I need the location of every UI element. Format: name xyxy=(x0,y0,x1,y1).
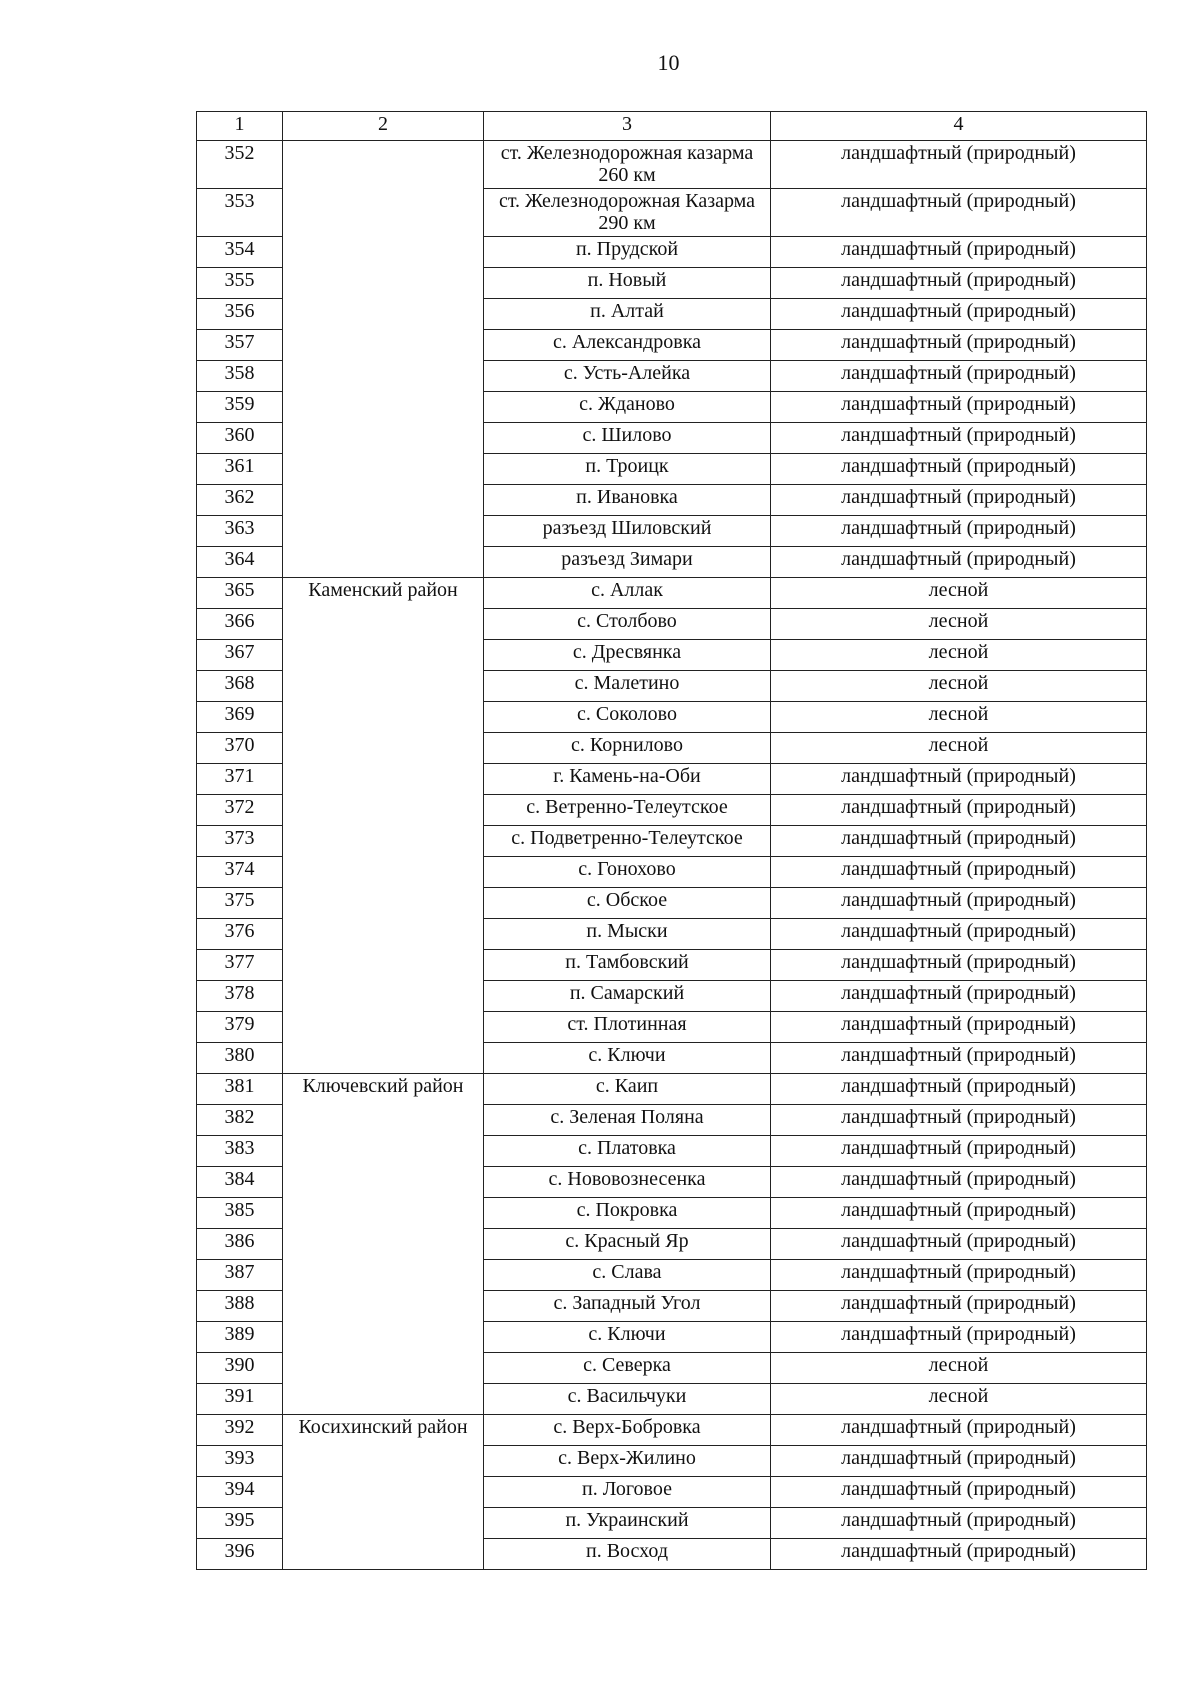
landscape-type: ландшафтный (природный) xyxy=(771,764,1147,795)
row-number: 369 xyxy=(197,702,283,733)
landscape-type: ландшафтный (природный) xyxy=(771,857,1147,888)
landscape-type: лесной xyxy=(771,702,1147,733)
row-number: 374 xyxy=(197,857,283,888)
row-number: 376 xyxy=(197,919,283,950)
settlement-name: с. Жданово xyxy=(484,392,771,423)
row-number: 387 xyxy=(197,1260,283,1291)
settlement-name: п. Алтай xyxy=(484,299,771,330)
settlement-name: п. Новый xyxy=(484,268,771,299)
district-name xyxy=(283,141,484,578)
landscape-type: ландшафтный (природный) xyxy=(771,516,1147,547)
landscape-type: ландшафтный (природный) xyxy=(771,454,1147,485)
landscape-type: ландшафтный (природный) xyxy=(771,826,1147,857)
landscape-type: ландшафтный (природный) xyxy=(771,423,1147,454)
settlement-name: п. Самарский xyxy=(484,981,771,1012)
settlement-name: с. Шилово xyxy=(484,423,771,454)
row-number: 357 xyxy=(197,330,283,361)
landscape-type: ландшафтный (природный) xyxy=(771,392,1147,423)
row-number: 364 xyxy=(197,547,283,578)
landscape-type: ландшафтный (природный) xyxy=(771,237,1147,268)
settlement-name: п. Мыски xyxy=(484,919,771,950)
row-number: 382 xyxy=(197,1105,283,1136)
row-number: 366 xyxy=(197,609,283,640)
row-number: 360 xyxy=(197,423,283,454)
settlement-name: п. Тамбовский xyxy=(484,950,771,981)
landscape-type: лесной xyxy=(771,1353,1147,1384)
row-number: 383 xyxy=(197,1136,283,1167)
landscape-type: ландшафтный (природный) xyxy=(771,1322,1147,1353)
settlement-name: с. Нововознесенка xyxy=(484,1167,771,1198)
settlement-name: с. Александровка xyxy=(484,330,771,361)
table-header xyxy=(197,112,1147,141)
settlement-name: с. Ветренно-Телеутское xyxy=(484,795,771,826)
row-number: 368 xyxy=(197,671,283,702)
header-col-2: 2 xyxy=(283,112,484,141)
settlement-name: с. Каип xyxy=(484,1074,771,1105)
landscape-type: ландшафтный (природный) xyxy=(771,1477,1147,1508)
landscape-type: ландшафтный (природный) xyxy=(771,299,1147,330)
landscape-type: ландшафтный (природный) xyxy=(771,485,1147,516)
settlement-name: с. Покровка xyxy=(484,1198,771,1229)
row-number: 367 xyxy=(197,640,283,671)
landscape-type: ландшафтный (природный) xyxy=(771,1229,1147,1260)
row-number: 380 xyxy=(197,1043,283,1074)
row-number: 375 xyxy=(197,888,283,919)
row-number: 389 xyxy=(197,1322,283,1353)
landscape-type: ландшафтный (природный) xyxy=(771,1508,1147,1539)
settlement-name: г. Камень-на-Оби xyxy=(484,764,771,795)
landscape-type: ландшафтный (природный) xyxy=(771,1291,1147,1322)
landscape-type: ландшафтный (природный) xyxy=(771,547,1147,578)
table-row xyxy=(197,1074,1147,1105)
row-number: 359 xyxy=(197,392,283,423)
row-number: 355 xyxy=(197,268,283,299)
table-row xyxy=(197,1415,1147,1446)
row-number: 390 xyxy=(197,1353,283,1384)
landscape-type: лесной xyxy=(771,733,1147,764)
row-number: 372 xyxy=(197,795,283,826)
settlement-name: с. Ключи xyxy=(484,1043,771,1074)
table-row xyxy=(197,578,1147,609)
settlement-name: с. Верх-Бобровка xyxy=(484,1415,771,1446)
settlement-name: с. Ключи xyxy=(484,1322,771,1353)
landscape-type: лесной xyxy=(771,640,1147,671)
settlement-name: с. Корнилово xyxy=(484,733,771,764)
page-number: 10 xyxy=(657,50,680,75)
landscape-type: лесной xyxy=(771,1384,1147,1415)
landscape-type: ландшафтный (природный) xyxy=(771,1136,1147,1167)
landscape-type: ландшафтный (природный) xyxy=(771,888,1147,919)
row-number: 388 xyxy=(197,1291,283,1322)
landscape-type: ландшафтный (природный) xyxy=(771,1074,1147,1105)
district-name: Ключевский район xyxy=(283,1074,484,1415)
row-number: 378 xyxy=(197,981,283,1012)
row-number: 381 xyxy=(197,1074,283,1105)
landscape-type: ландшафтный (природный) xyxy=(771,1446,1147,1477)
landscape-type: ландшафтный (природный) xyxy=(771,919,1147,950)
row-number: 373 xyxy=(197,826,283,857)
row-number: 361 xyxy=(197,454,283,485)
header-row xyxy=(197,112,1147,141)
row-number: 393 xyxy=(197,1446,283,1477)
settlement-name: п. Восход xyxy=(484,1539,771,1570)
settlement-name: с. Подветренно-Телеутское xyxy=(484,826,771,857)
landscape-type: ландшафтный (природный) xyxy=(771,1043,1147,1074)
settlement-name: с. Дресвянка xyxy=(484,640,771,671)
landscape-type: лесной xyxy=(771,671,1147,702)
settlement-name: ст. Железнодорожная Казарма 290 км xyxy=(484,189,771,237)
settlement-name: п. Логовое xyxy=(484,1477,771,1508)
row-number: 396 xyxy=(197,1539,283,1570)
settlement-name: с. Верх-Жилино xyxy=(484,1446,771,1477)
settlement-name: с. Зеленая Поляна xyxy=(484,1105,771,1136)
settlement-name: с. Столбово xyxy=(484,609,771,640)
settlement-name: с. Усть-Алейка xyxy=(484,361,771,392)
landscape-type: ландшафтный (природный) xyxy=(771,1198,1147,1229)
settlement-name: с. Васильчуки xyxy=(484,1384,771,1415)
row-number: 365 xyxy=(197,578,283,609)
settlements-table xyxy=(196,111,1147,1570)
table-body xyxy=(197,141,1147,1570)
settlement-name: с. Малетино xyxy=(484,671,771,702)
row-number: 356 xyxy=(197,299,283,330)
settlement-name: п. Ивановка xyxy=(484,485,771,516)
settlement-name: п. Троицк xyxy=(484,454,771,485)
landscape-type: ландшафтный (природный) xyxy=(771,950,1147,981)
row-number: 379 xyxy=(197,1012,283,1043)
row-number: 370 xyxy=(197,733,283,764)
settlement-name: с. Гонохово xyxy=(484,857,771,888)
district-name: Косихинский район xyxy=(283,1415,484,1570)
settlement-name: с. Обское xyxy=(484,888,771,919)
landscape-type: ландшафтный (природный) xyxy=(771,1105,1147,1136)
landscape-type: ландшафтный (природный) xyxy=(771,141,1147,189)
header-col-4: 4 xyxy=(771,112,1147,141)
row-number: 385 xyxy=(197,1198,283,1229)
row-number: 352 xyxy=(197,141,283,189)
table-row xyxy=(197,141,1147,189)
row-number: 371 xyxy=(197,764,283,795)
row-number: 358 xyxy=(197,361,283,392)
row-number: 386 xyxy=(197,1229,283,1260)
landscape-type: ландшафтный (природный) xyxy=(771,981,1147,1012)
row-number: 353 xyxy=(197,189,283,237)
landscape-type: ландшафтный (природный) xyxy=(771,268,1147,299)
settlement-name: п. Прудской xyxy=(484,237,771,268)
landscape-type: ландшафтный (природный) xyxy=(771,330,1147,361)
settlement-name: ст. Плотинная xyxy=(484,1012,771,1043)
landscape-type: ландшафтный (природный) xyxy=(771,361,1147,392)
landscape-type: ландшафтный (природный) xyxy=(771,795,1147,826)
landscape-type: ландшафтный (природный) xyxy=(771,1012,1147,1043)
settlement-name: ст. Железнодорожная казарма 260 км xyxy=(484,141,771,189)
row-number: 391 xyxy=(197,1384,283,1415)
row-number: 362 xyxy=(197,485,283,516)
settlement-name: с. Слава xyxy=(484,1260,771,1291)
landscape-type: ландшафтный (природный) xyxy=(771,1415,1147,1446)
settlement-name: разъезд Зимари xyxy=(484,547,771,578)
landscape-type: ландшафтный (природный) xyxy=(771,1260,1147,1291)
district-name: Каменский район xyxy=(283,578,484,1074)
landscape-type: ландшафтный (природный) xyxy=(771,189,1147,237)
row-number: 394 xyxy=(197,1477,283,1508)
landscape-type: лесной xyxy=(771,609,1147,640)
settlement-name: с. Платовка xyxy=(484,1136,771,1167)
row-number: 354 xyxy=(197,237,283,268)
row-number: 363 xyxy=(197,516,283,547)
settlement-name: п. Украинский xyxy=(484,1508,771,1539)
settlement-name: с. Северка xyxy=(484,1353,771,1384)
settlement-name: с. Красный Яр xyxy=(484,1229,771,1260)
row-number: 377 xyxy=(197,950,283,981)
landscape-type: ландшафтный (природный) xyxy=(771,1167,1147,1198)
settlement-name: с. Западный Угол xyxy=(484,1291,771,1322)
landscape-type: ландшафтный (природный) xyxy=(771,1539,1147,1570)
header-col-1: 1 xyxy=(197,112,283,141)
settlement-name: разъезд Шиловский xyxy=(484,516,771,547)
row-number: 392 xyxy=(197,1415,283,1446)
header-col-3: 3 xyxy=(484,112,771,141)
settlement-name: с. Соколово xyxy=(484,702,771,733)
row-number: 384 xyxy=(197,1167,283,1198)
settlement-name: с. Аллак xyxy=(484,578,771,609)
row-number: 395 xyxy=(197,1508,283,1539)
landscape-type: лесной xyxy=(771,578,1147,609)
